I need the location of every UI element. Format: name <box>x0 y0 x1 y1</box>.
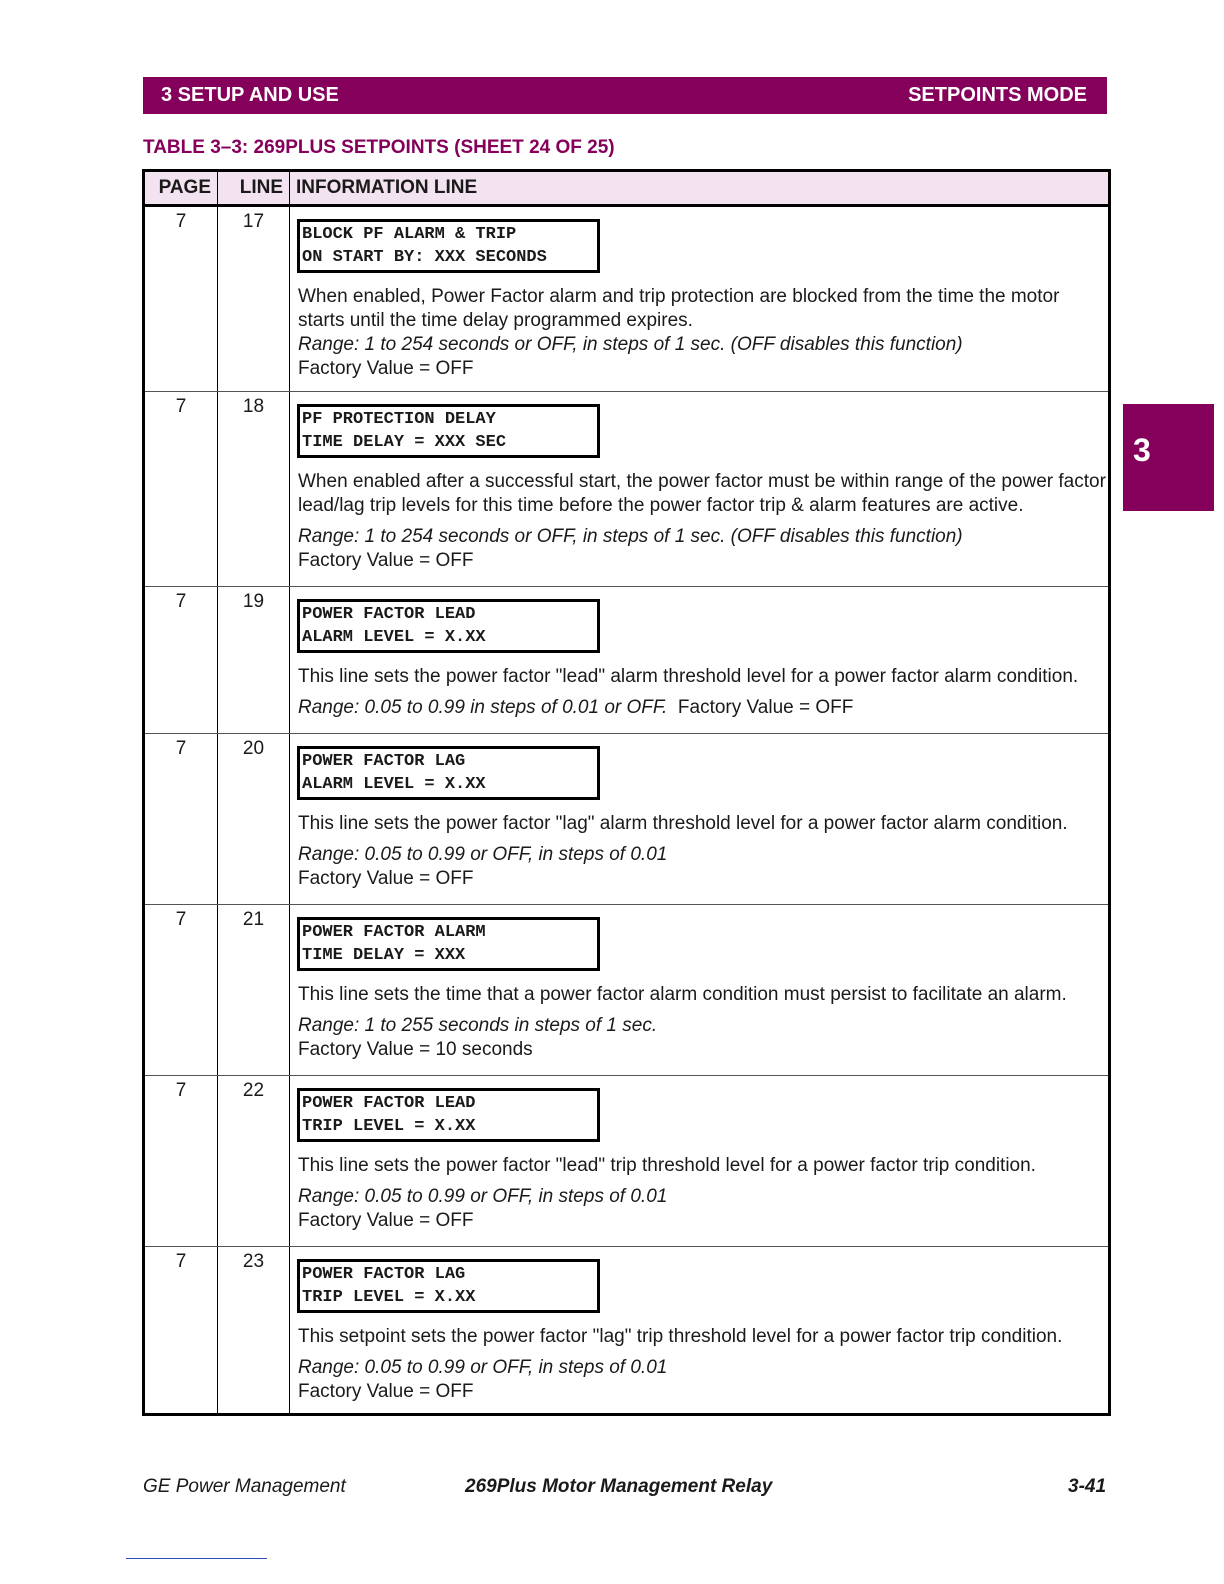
factory-value: Factory Value = OFF <box>298 1210 474 1231</box>
description-text: This line sets the time that a power factor alarm condition must persist to facilitate an alarm. <box>298 984 1067 1005</box>
page-cell: 7 <box>144 587 218 734</box>
table-header-row <box>144 171 1110 206</box>
range-text: Range: 1 to 255 seconds in steps of 1 sec. <box>298 1015 658 1036</box>
column-header-line: LINE <box>218 171 290 206</box>
table-title: TABLE 3–3: 269PLUS SETPOINTS (SHEET 24 OF 25) <box>143 137 615 158</box>
info-cell <box>290 392 1110 587</box>
line-cell: 21 <box>218 905 290 1076</box>
description-text: This line sets the power factor "lead" trip threshold level for a power factor trip condition. <box>298 1155 1036 1176</box>
setpoints-table <box>142 169 1111 1416</box>
lcd-line-2: TIME DELAY = XXX SEC <box>302 433 507 452</box>
range-text: Range: 1 to 254 seconds or OFF, in steps of 1 sec. (OFF disables this function) <box>298 526 963 547</box>
line-cell: 18 <box>218 392 290 587</box>
range-text: Range: 1 to 254 seconds or OFF, in steps of 1 sec. (OFF disables this function) <box>298 334 963 355</box>
factory-value: Factory Value = OFF <box>298 868 474 889</box>
lcd-line-2: TRIP LEVEL = X.XX <box>302 1288 476 1307</box>
table-row <box>144 905 1110 1076</box>
factory-value: Factory Value = 10 seconds <box>298 1039 533 1060</box>
lcd-display <box>297 746 600 800</box>
range-text: Range: 0.05 to 0.99 or OFF, in steps of 0.01 <box>298 1186 668 1207</box>
footer-page-number: 3-41 <box>1068 1476 1107 1497</box>
lcd-display <box>297 219 600 273</box>
page-cell: 7 <box>144 734 218 905</box>
lcd-line-1: POWER FACTOR LEAD <box>302 605 476 624</box>
info-cell <box>290 206 1110 392</box>
info-cell <box>290 1247 1110 1415</box>
column-header-info: INFORMATION LINE <box>290 171 1110 206</box>
page-cell: 7 <box>144 392 218 587</box>
lcd-line-1: POWER FACTOR LEAD <box>302 1094 476 1113</box>
lcd-display <box>297 1259 600 1313</box>
footer-company: GE Power Management <box>143 1476 346 1497</box>
lcd-line-1: POWER FACTOR LAG <box>302 752 466 771</box>
description-text: This line sets the power factor "lead" alarm threshold level for a power factor alarm condition. <box>298 666 1079 687</box>
factory-value: Factory Value = OFF <box>298 358 474 379</box>
page-cell: 7 <box>144 1076 218 1247</box>
line-cell: 19 <box>218 587 290 734</box>
description-text: This line sets the power factor "lag" alarm threshold level for a power factor alarm condition. <box>298 813 1068 834</box>
lcd-line-1: POWER FACTOR ALARM <box>302 923 486 942</box>
lcd-display <box>297 1088 600 1142</box>
table-row <box>144 1247 1110 1415</box>
lcd-display <box>297 404 600 458</box>
line-cell: 22 <box>218 1076 290 1247</box>
lcd-line-1: POWER FACTOR LAG <box>302 1265 466 1284</box>
description-text: When enabled after a successful start, the power factor must be within range of the power factor lead/lag trip levels for this time before the power factor trip & alarm features are active. <box>298 471 1106 516</box>
footer-product: 269Plus Motor Management Relay <box>465 1476 773 1497</box>
lcd-line-2: TRIP LEVEL = X.XX <box>302 1117 476 1136</box>
table-row <box>144 392 1110 587</box>
lcd-line-1: BLOCK PF ALARM & TRIP <box>302 225 517 244</box>
range-text: Range: 0.05 to 0.99 or OFF, in steps of 0.01 <box>298 844 668 865</box>
range-text: Range: 0.05 to 0.99 or OFF, in steps of 0.01 <box>298 1357 668 1378</box>
factory-value: Factory Value = OFF <box>298 550 474 571</box>
line-cell: 17 <box>218 206 290 392</box>
mode-title: SETPOINTS MODE <box>908 84 1087 106</box>
lcd-display <box>297 917 600 971</box>
lcd-line-1: PF PROTECTION DELAY <box>302 410 496 429</box>
line-cell: 23 <box>218 1247 290 1415</box>
section-header-bar <box>143 77 1107 114</box>
factory-value: Factory Value = OFF <box>677 697 854 718</box>
table-row <box>144 206 1110 392</box>
info-cell <box>290 587 1110 734</box>
page-cell: 7 <box>144 206 218 392</box>
bottom-link-rule <box>126 1558 267 1559</box>
table-row <box>144 1076 1110 1247</box>
info-cell <box>290 1076 1110 1247</box>
lcd-line-2: ALARM LEVEL = X.XX <box>302 775 486 794</box>
chapter-tab: 3 <box>1123 404 1214 511</box>
info-cell <box>290 734 1110 905</box>
section-title: 3 SETUP AND USE <box>161 84 339 106</box>
page-cell: 7 <box>144 1247 218 1415</box>
description-text: This setpoint sets the power factor "lag" trip threshold level for a power factor trip condition. <box>298 1326 1063 1347</box>
range-line <box>298 696 1108 720</box>
description-text: When enabled, Power Factor alarm and trip protection are blocked from the time the motor starts until the time delay programmed expires. <box>298 286 1060 331</box>
lcd-line-2: ALARM LEVEL = X.XX <box>302 628 486 647</box>
info-cell <box>290 905 1110 1076</box>
page-cell: 7 <box>144 905 218 1076</box>
table-row <box>144 734 1110 905</box>
lcd-line-2: ON START BY: XXX SECONDS <box>302 248 547 267</box>
lcd-line-2: TIME DELAY = XXX <box>302 946 466 965</box>
factory-value: Factory Value = OFF <box>298 1381 474 1402</box>
lcd-display <box>297 599 600 653</box>
range-text: Range: 0.05 to 0.99 in steps of 0.01 or OFF. <box>298 697 668 718</box>
line-cell: 20 <box>218 734 290 905</box>
table-row <box>144 587 1110 734</box>
column-header-page: PAGE <box>144 171 218 206</box>
